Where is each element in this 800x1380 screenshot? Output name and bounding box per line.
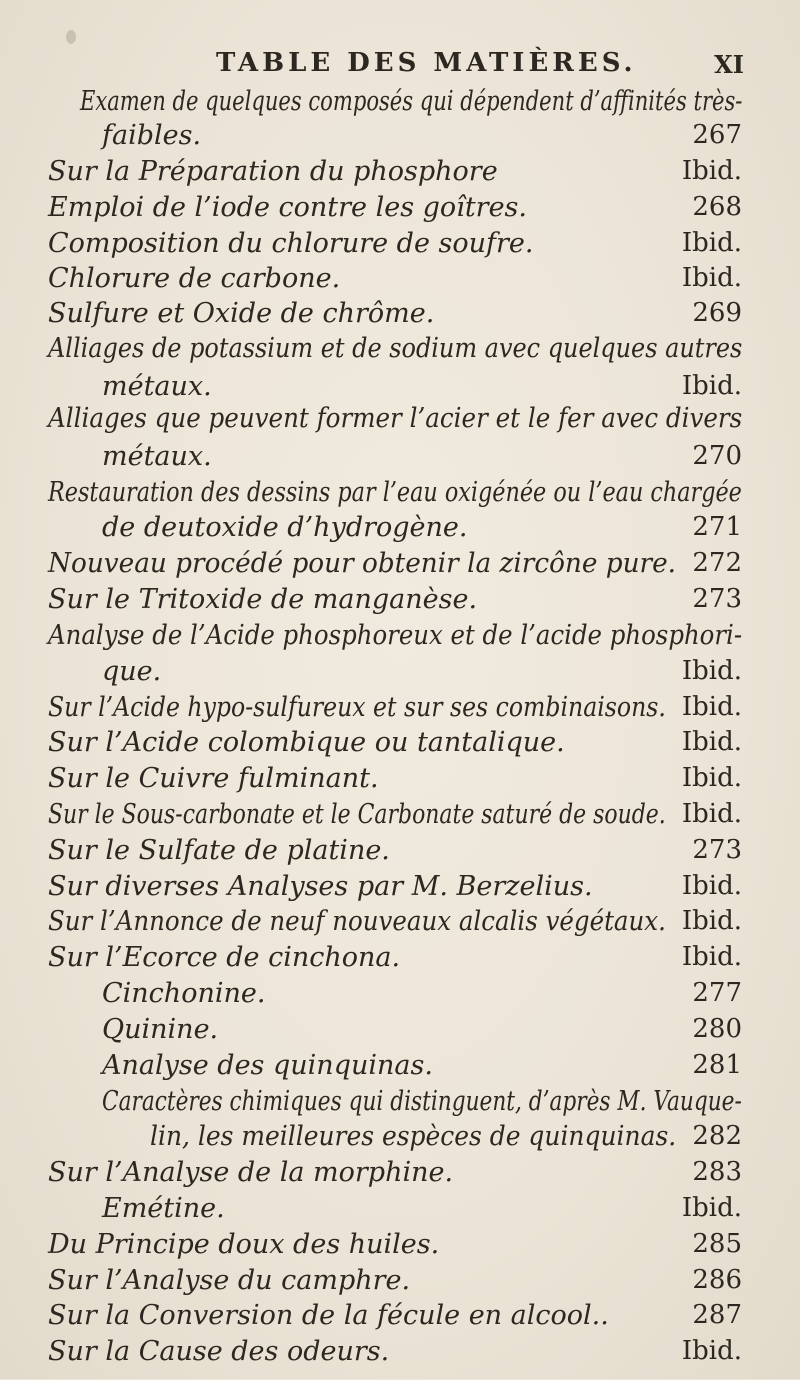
toc-entry-page: Ibid. — [681, 371, 742, 401]
toc-entry-page: 282 — [692, 1121, 742, 1151]
toc-entry-page: Ibid. — [681, 871, 742, 901]
toc-entry-title: Sur l’Ecorce de cinchona. — [48, 942, 401, 973]
toc-entry-title: faibles. — [102, 120, 202, 151]
toc-entry-title: Sur l’Analyse de la morphine. — [48, 1157, 454, 1188]
toc-entry-title: Chlorure de carbone. — [48, 263, 341, 294]
toc-entry-page: Ibid. — [681, 727, 742, 757]
toc-entry-title: Sulfure et Oxide de chrôme. — [48, 298, 435, 329]
toc-entry-title: Sur le Cuivre fulminant. — [48, 763, 379, 794]
toc-entry-page: Ibid. — [681, 263, 742, 293]
toc-entry-page: 273 — [692, 835, 742, 865]
toc-entry-title: Analyse des quinquinas. — [102, 1050, 433, 1081]
toc-entry-title: Sur l’Acide colombique ou tantalique. — [48, 727, 565, 758]
toc-entry-title: Sur l’Acide hypo-sulfureux et sur ses combinaisons. — [48, 692, 666, 723]
toc-entry-page: Ibid. — [681, 942, 742, 972]
toc-entry-title: Cinchonine. — [102, 978, 266, 1009]
toc-entry-page: 283 — [692, 1157, 742, 1187]
toc-entry-page: 272 — [692, 548, 742, 578]
toc-entry — [0, 1336, 800, 1380]
toc-entry-page: 286 — [692, 1265, 742, 1295]
toc-entry-title: Sur le Sous-carbonate et le Carbonate saturé de soude. — [48, 799, 666, 830]
toc-entry-title: Alliages que peuvent former l’acier et le fer avec divers — [48, 403, 743, 434]
toc-entry-title: Examen de quelques composés qui dépendent d’affinités très- — [80, 86, 743, 117]
toc-entry-page: Ibid. — [681, 1336, 742, 1366]
toc-entry-title: Sur le Sulfate de platine. — [48, 835, 390, 866]
toc-entry-title: Caractères chimiques qui distinguent, d’après M. Vauque- — [102, 1086, 742, 1117]
toc-entry-title: métaux. — [102, 371, 212, 402]
toc-entry-page: 271 — [692, 512, 742, 542]
toc-entry-title: que. — [102, 656, 162, 687]
toc-entry-page: 267 — [692, 120, 742, 150]
toc-entry-page: Ibid. — [681, 1193, 742, 1223]
toc-entry-page: Ibid. — [681, 656, 742, 686]
page-title: TABLE DES MATIÈRES. — [216, 48, 637, 78]
toc-entry-page: 281 — [692, 1050, 742, 1080]
toc-entry-page: Ibid. — [681, 799, 742, 829]
toc-entry-title: Restauration des dessins par l’eau oxigénée ou l’eau chargée — [48, 477, 742, 508]
toc-entry-title: Emétine. — [102, 1193, 225, 1224]
toc-entry-title: Sur la Cause des odeurs. — [48, 1336, 390, 1367]
toc-entry-title: Analyse de l’Acide phosphoreux et de l’acide phosphori- — [48, 620, 743, 651]
toc-entry-title: Emploi de l’iode contre les goîtres. — [48, 192, 527, 223]
toc-entry-title: Sur la Préparation du phosphore — [48, 156, 498, 187]
running-header — [0, 44, 800, 84]
toc-entry-title: Quinine. — [102, 1014, 219, 1045]
toc-entry-page: 269 — [692, 298, 742, 328]
toc-entry-page: Ibid. — [681, 763, 742, 793]
toc-entry-page: Ibid. — [681, 906, 742, 936]
paper-stain — [66, 30, 76, 44]
toc-entry-page: 285 — [692, 1229, 742, 1259]
toc-entry-title: Sur l’Annonce de neuf nouveaux alcalis végétaux. — [48, 906, 666, 937]
toc-entry-page: Ibid. — [681, 692, 742, 722]
toc-entry-title: de deutoxide d’hydrogène. — [102, 512, 468, 543]
toc-entry-page: Ibid. — [681, 156, 742, 186]
toc-entry-title: Sur diverses Analyses par M. Berzelius. — [48, 871, 593, 902]
toc-entry-page: Ibid. — [681, 228, 742, 258]
toc-entry-title: lin, les meilleures espèces de quinquinas. — [150, 1121, 677, 1152]
toc-entry-page: 268 — [692, 192, 742, 222]
toc-entry-page: 273 — [692, 584, 742, 614]
toc-entry-title: Nouveau procédé pour obtenir la zircône pure. — [48, 548, 677, 579]
toc-entry-title: Sur la Conversion de la fécule en alcool.. — [48, 1300, 609, 1331]
toc-entry-title: Sur le Tritoxide de manganèse. — [48, 584, 478, 615]
toc-entry-title: métaux. — [102, 441, 212, 472]
page-number: XI — [714, 50, 744, 79]
toc-entry-title: Du Principe doux des huiles. — [48, 1229, 440, 1260]
toc-entry-title: Composition du chlorure de soufre. — [48, 228, 534, 259]
toc-entry-page: 270 — [692, 441, 742, 471]
toc-entry-title: Alliages de potassium et de sodium avec quelques autres — [48, 333, 743, 364]
toc-entry-page: 280 — [692, 1014, 742, 1044]
toc-entry-page: 277 — [692, 978, 742, 1008]
toc-entry-title: Sur l’Analyse du camphre. — [48, 1265, 411, 1296]
toc-entry-page: 287 — [692, 1300, 742, 1330]
